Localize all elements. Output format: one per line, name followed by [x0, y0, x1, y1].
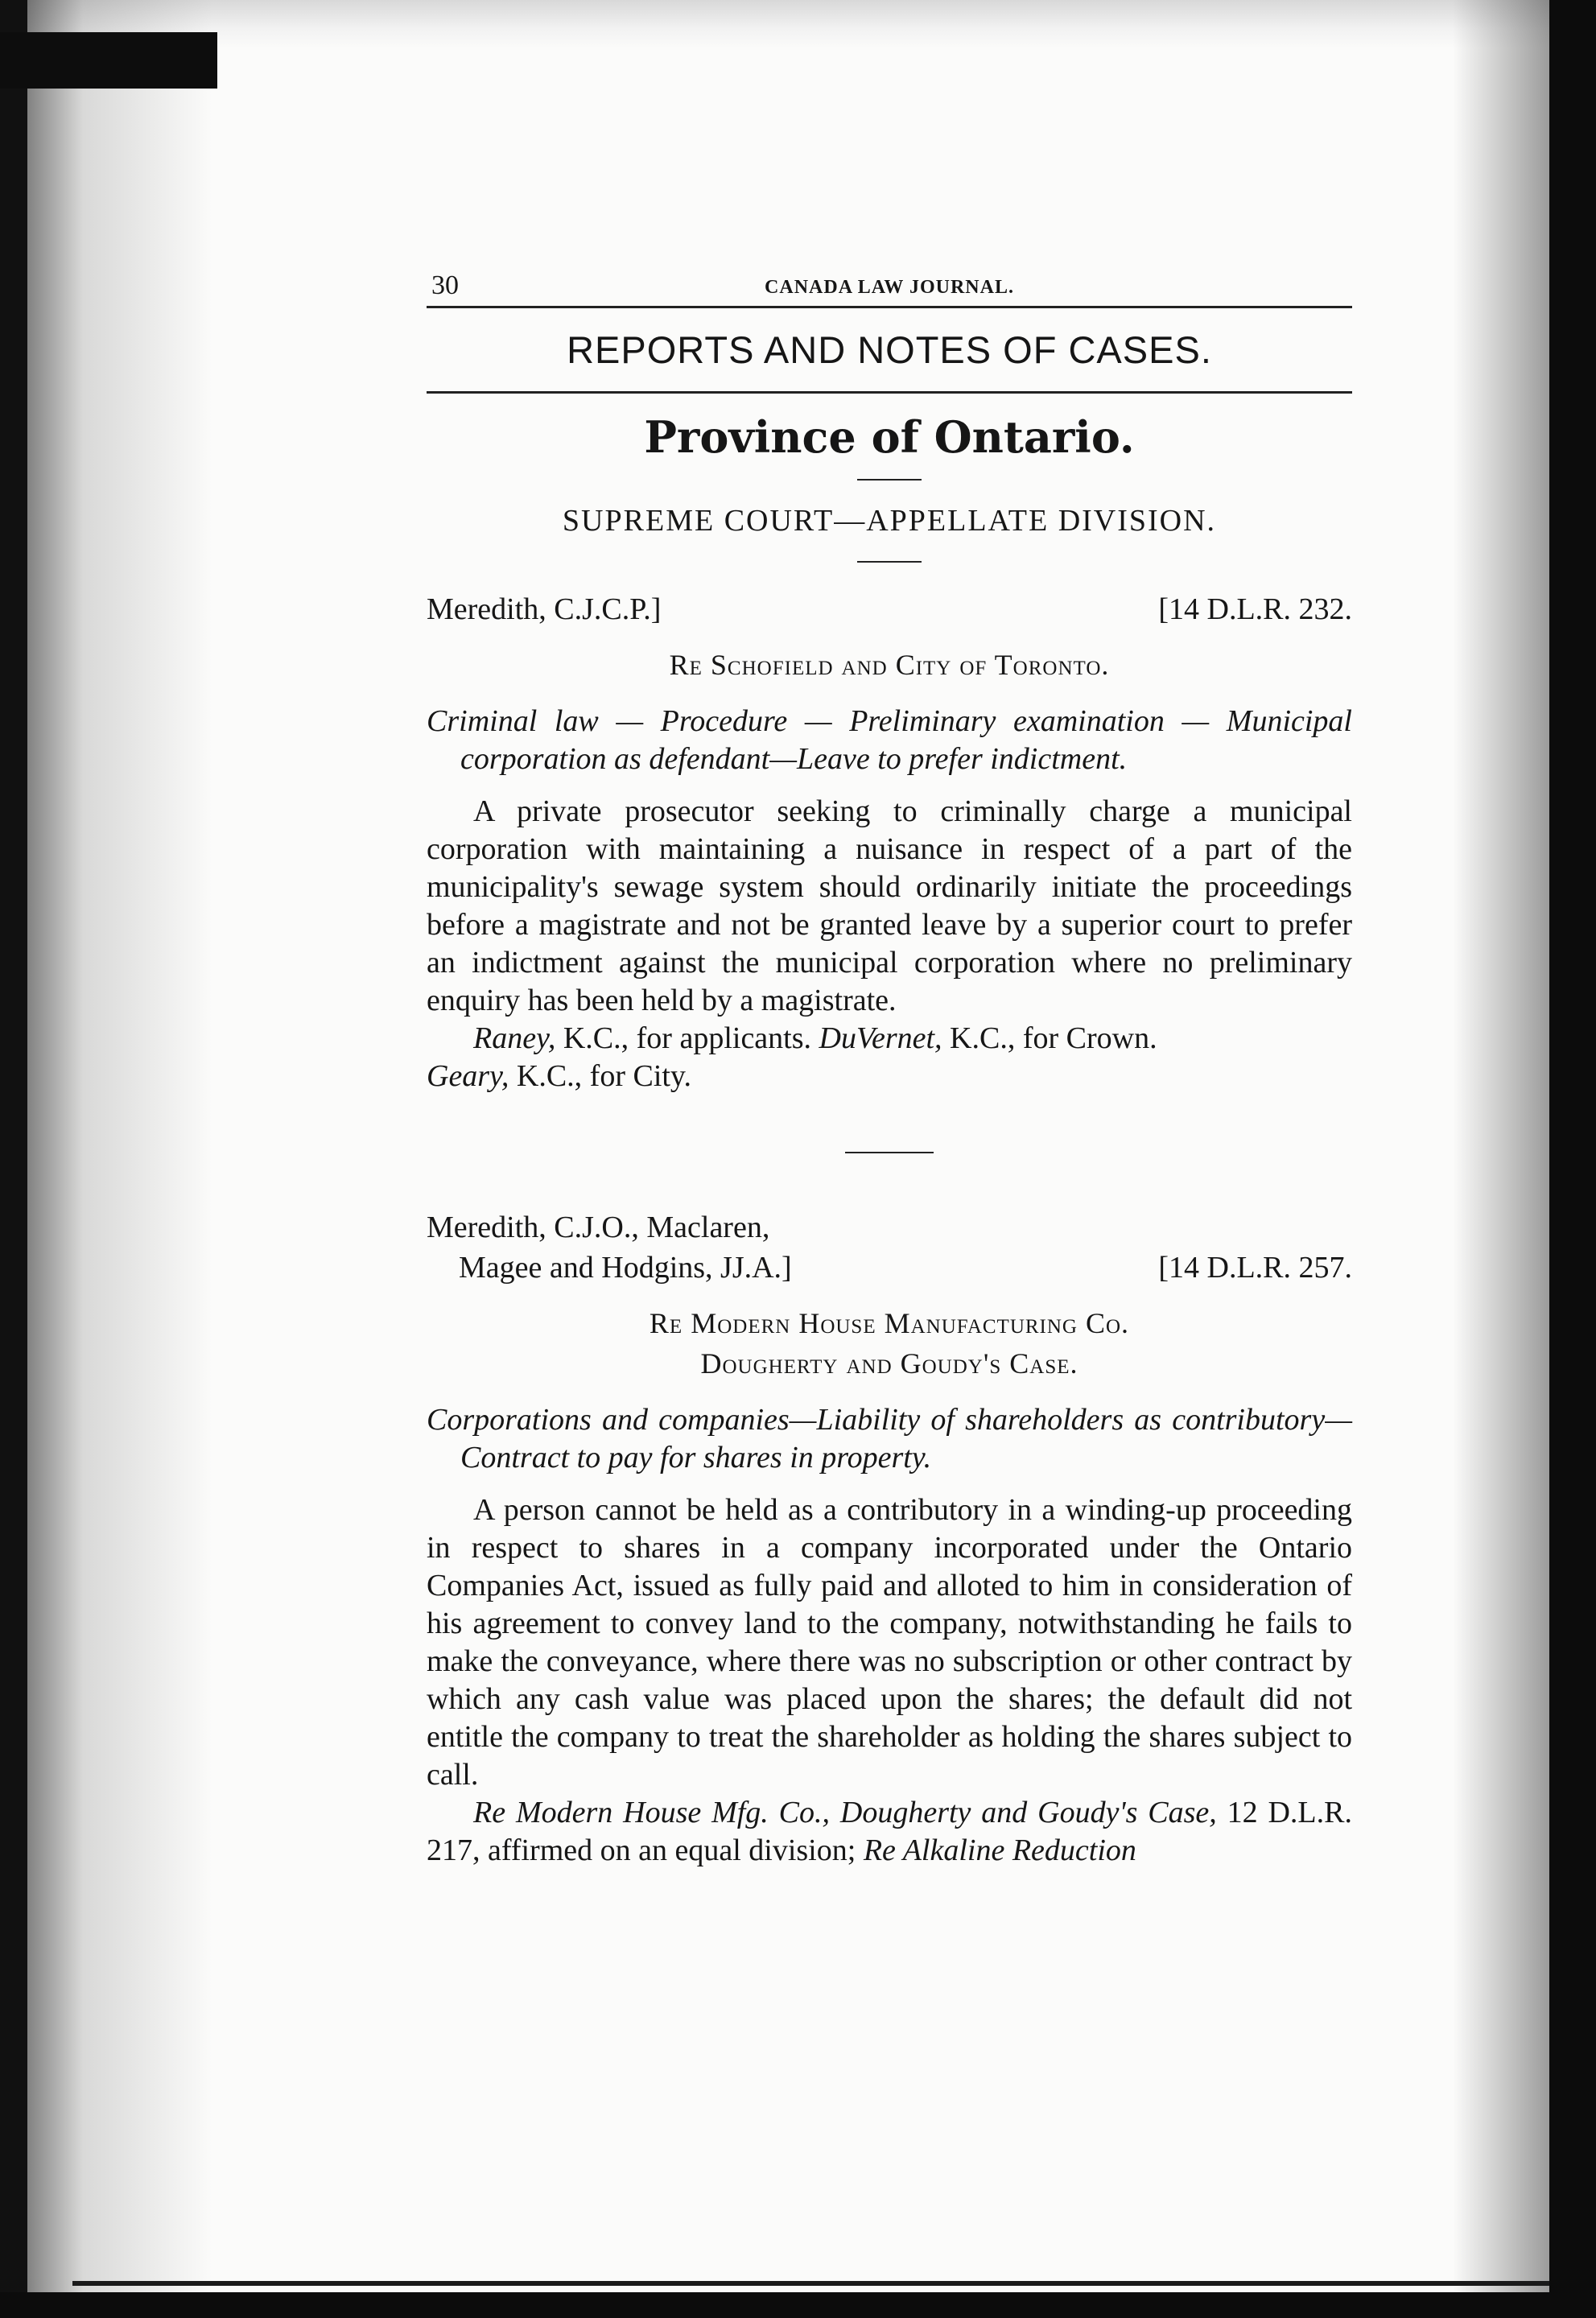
case1-body: A private prosecutor seeking to criminally charge a municipal corporation with maintaining a nuisance in respect of a part of the municipality's sewage system should ordinarily initiate the proceedings before a magistrate and not be granted leave by a superior court to prefer an indictment against the municipal corporation where no preliminary enquiry has been held by a magistrate.	[427, 794, 1352, 1017]
document-page	[427, 266, 1352, 1870]
counsel-name: Raney,	[473, 1021, 556, 1055]
scan-left-shadow	[27, 0, 212, 2318]
page-number: 30	[431, 270, 459, 300]
divider	[857, 561, 922, 563]
case2-title-line2: Dougherty and Goudy's Case.	[700, 1347, 1078, 1380]
counsel-line	[427, 1059, 691, 1093]
scan-right-shadow	[1453, 0, 1549, 2318]
case2-citation: [14 D.L.R. 257.	[1158, 1251, 1352, 1285]
header-rule	[427, 306, 1352, 308]
reference-case: Re Modern House Mfg. Co., Dougherty and Goudy's Case,	[473, 1796, 1217, 1829]
scan-right-edge	[1549, 0, 1596, 2318]
case2-judge-line2: Magee and Hodgins, JJ.A.]	[459, 1251, 792, 1285]
case2-judge-row	[427, 1210, 1352, 1290]
scan-top-shadow	[0, 0, 1596, 48]
case2-headnote: Corporations and companies—Liability of shareholders as contributory—Contract to pay for shares in property.	[427, 1403, 1352, 1475]
case1-citation: [14 D.L.R. 232.	[1158, 592, 1352, 626]
case2-title	[427, 1303, 1352, 1384]
counsel-role: K.C., for Crown.	[942, 1021, 1157, 1055]
counsel-name: Geary,	[427, 1059, 509, 1093]
case2-judge-line1: Meredith, C.J.O., Maclaren,	[427, 1211, 770, 1244]
case1-title: Re Schofield and City of Toronto.	[669, 649, 1110, 681]
journal-name: CANADA LAW JOURNAL.	[765, 277, 1014, 298]
court-heading: SUPREME COURT—APPELLATE DIVISION.	[562, 504, 1217, 538]
case1-headnote: Criminal law — Procedure — Preliminary examination — Municipal corporation as defendant—Leave to prefer indictment.	[427, 704, 1352, 776]
divider	[857, 479, 922, 481]
scan-left-block	[0, 32, 217, 89]
reference-text: 12 D.L.R. 217, affirmed on an equal division;	[427, 1796, 1352, 1867]
counsel-name: DuVernet,	[819, 1021, 942, 1055]
case2-references	[427, 1794, 1352, 1870]
case-divider	[845, 1152, 934, 1153]
case1-counsel	[427, 1020, 1352, 1095]
running-head	[427, 266, 1352, 306]
counsel-role: K.C., for applicants.	[555, 1021, 819, 1055]
counsel-role: K.C., for City.	[509, 1059, 691, 1093]
case1-judge-row	[427, 592, 1352, 632]
section-rule	[427, 391, 1352, 394]
scan-bottom-line	[72, 2281, 1549, 2286]
scan-left-edge	[0, 0, 27, 2318]
case2-body: A person cannot be held as a contributory in a winding-up proceeding in respect to shares in a company incorporated under the Ontario Companies Act, issued as fully paid and alloted to him in consideration of his agreement to convey land to the company, notwithstanding he fails to make the conveyance, where there was no subscription or other contract by which any cash value was placed upon the shares; the default did not entitle the company to treat the shareholder as holding the shares subject to call.	[427, 1493, 1352, 1792]
province-heading: Province of Ontario.	[644, 411, 1135, 463]
case2-title-line1: Re Modern House Manufacturing Co.	[649, 1307, 1130, 1339]
counsel-line	[427, 1020, 1352, 1058]
reference-case: Re Alkaline Reduction	[863, 1833, 1136, 1867]
scan-bottom-edge	[0, 2292, 1596, 2318]
section-title: REPORTS AND NOTES OF CASES.	[567, 328, 1212, 371]
case1-judge: Meredith, C.J.C.P.]	[427, 592, 662, 626]
